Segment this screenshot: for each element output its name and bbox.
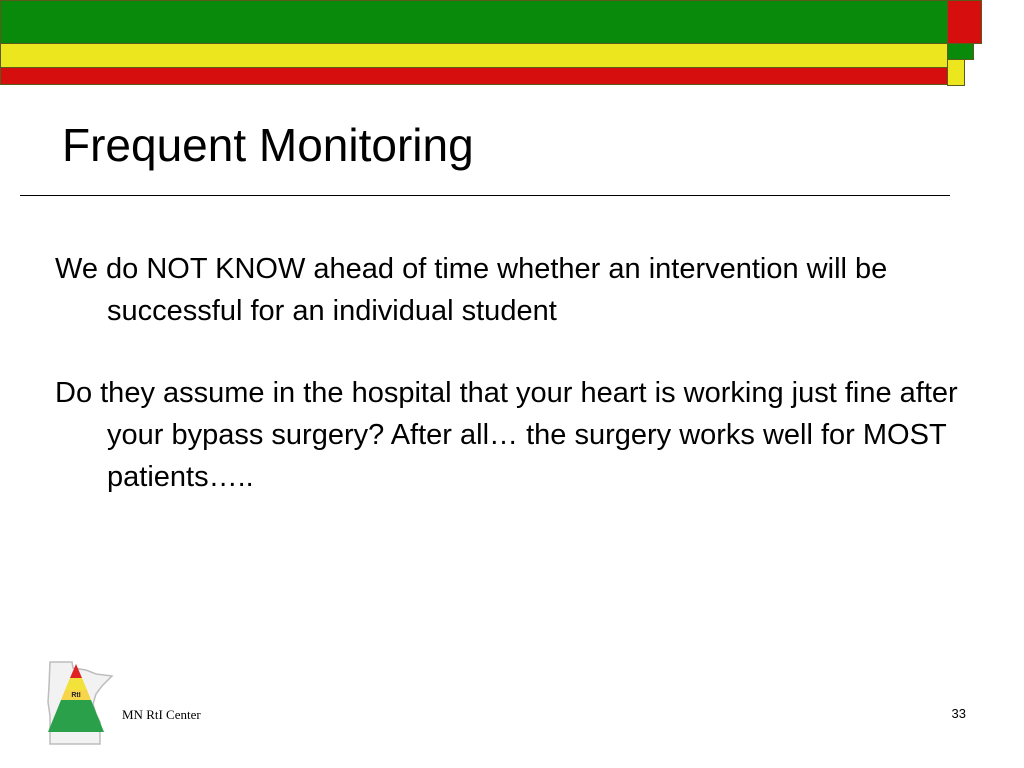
body-paragraph: We do NOT KNOW ahead of time whether an intervention will be successful for an individual student xyxy=(55,253,888,327)
footer-organization: MN RtI Center xyxy=(122,707,201,722)
corner-square-red xyxy=(947,0,982,44)
page-number: 33 xyxy=(951,706,966,721)
header-band-green xyxy=(0,0,948,44)
header-band-red xyxy=(0,67,948,85)
header-band-yellow xyxy=(0,43,948,68)
corner-square-green xyxy=(947,43,974,60)
body-paragraph: Do they assume in the hospital that your heart is working just fine after your bypass surgery? After all… the surgery works well for MOST patients….. xyxy=(55,377,958,493)
logo-label: RtI xyxy=(71,692,81,699)
slide-title: Frequent Monitoring xyxy=(62,119,474,171)
title-divider xyxy=(20,195,950,196)
mn-rti-pyramid-logo-icon xyxy=(30,656,122,746)
corner-square-yellow xyxy=(947,59,965,86)
slide-body xyxy=(55,248,960,498)
